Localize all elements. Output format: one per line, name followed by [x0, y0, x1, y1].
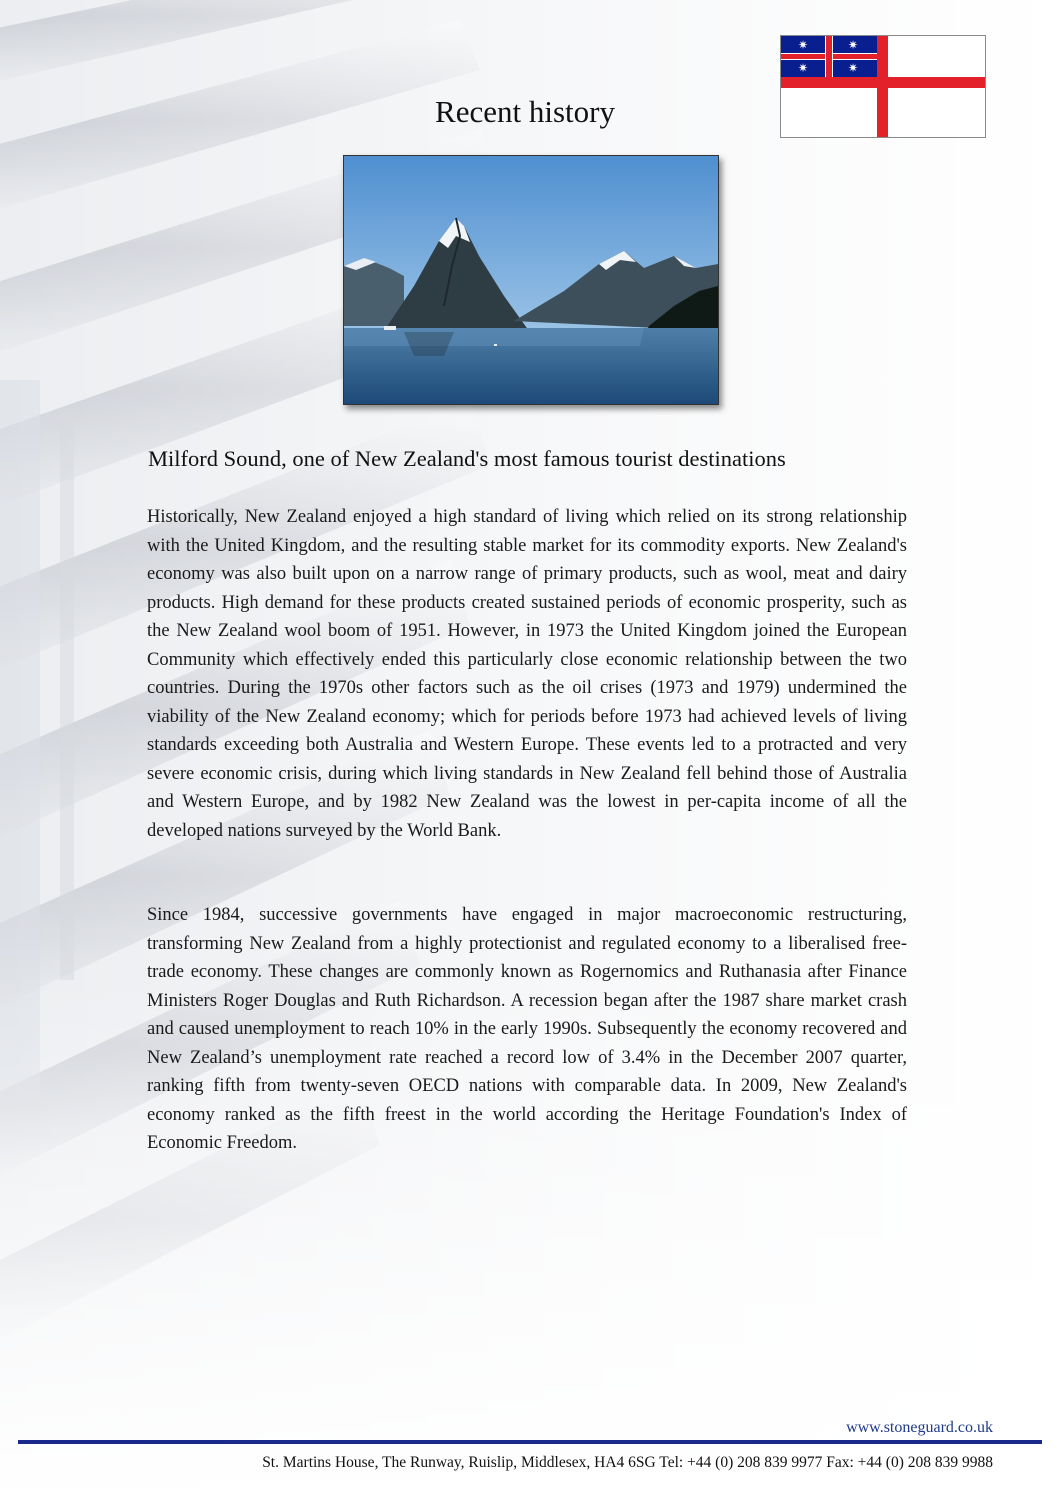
- page-title: Recent history: [435, 94, 615, 129]
- footer-divider: [18, 1440, 1042, 1444]
- flag-graphic: [781, 36, 985, 137]
- footer-address: St. Martins House, The Runway, Ruislip, Middlesex, HA4 6SG Tel: +44 (0) 208 839 9977 Fax: +44 (0) 208 839 9988: [262, 1454, 993, 1471]
- body-paragraph-2: Since 1984, successive governments have engaged in major macroeconomic restructuring, transforming New Zealand from a highly protectionist and regulated economy to a liberalised free-trade economy. These changes are commonly known as Rogernomics and Ruthanasia after Finance Ministers Roger Douglas and Ruth Richardson. A recession began after the 1987 share market crash and caused unemployment to reach 10% in the early 1990s. Subsequently the economy recovered and New Zealand’s unemployment rate reached a record low of 3.4% in the December 2007 quarter, ranking fifth from twenty-seven OECD nations with comparable data. In 2009, New Zealand's economy ranked as the fifth freest in the world according the Heritage Foundation's Index of Economic Freedom.: [147, 905, 907, 1153]
- landscape-image: [344, 156, 718, 404]
- star-icon: ✷: [847, 61, 859, 75]
- milford-sound-photo: [343, 155, 719, 405]
- star-icon: ✷: [797, 38, 809, 52]
- star-icon: ✷: [847, 38, 859, 52]
- united-tribes-flag-icon: [780, 35, 986, 138]
- photo-caption: Milford Sound, one of New Zealand's most famous tourist destinations: [148, 446, 786, 471]
- star-icon: ✷: [797, 61, 809, 75]
- website-link[interactable]: www.stoneguard.co.uk: [846, 1419, 993, 1436]
- body-paragraph-1: Historically, New Zealand enjoyed a high standard of living which relied on its strong relationship with the United Kingdom, and the resulting stable market for its commodity exports. New Zealand's economy was also built upon on a narrow range of primary products, such as wool, meat and dairy products. High demand for these products created sustained periods of economic prosperity, such as the New Zealand wool boom of 1951. However, in 1973 the United Kingdom joined the European Community which effectively ended this particularly close economic relationship between the two countries. During the 1970s other factors such as the oil crises (1973 and 1979) undermined the viability of the New Zealand economy; which for periods before 1973 had achieved levels of living standards exceeding both Australia and Western Europe. These events led to a protracted and very severe economic crisis, during which living standards in New Zealand fell behind those of Australia and Western Europe, and by 1982 New Zealand was the lowest in per-capita income of all the developed nations surveyed by the World Bank.: [147, 507, 907, 841]
